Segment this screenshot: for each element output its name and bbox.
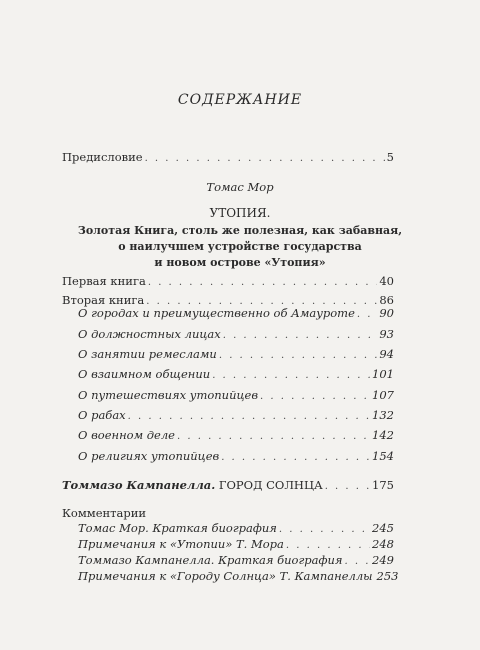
subtitle-line-2: о наилучшем устройстве государства [118, 240, 362, 253]
toc-entry-page: 107 [372, 388, 394, 402]
toc-entry-label: Комментарии [62, 506, 147, 520]
toc-entry-label: О религиях утопийцев [78, 449, 220, 463]
toc-entry-label: Томас Мор. Краткая биография [78, 521, 277, 535]
toc-entry-label: О должностных лицах [78, 327, 221, 341]
toc-entry-page: 101 [372, 367, 394, 381]
toc-entry-page: 86 [379, 293, 394, 307]
dot-leader [286, 538, 370, 553]
toc-chapter-4 [78, 367, 394, 383]
toc-chapter-6 [78, 408, 394, 424]
toc-chapter-7 [78, 428, 394, 444]
dot-leader [223, 328, 378, 343]
toc-entry-label: Примечания к «Утопии» Т. Мора [78, 537, 284, 551]
toc-entry-label: Вторая книга [62, 293, 145, 307]
toc-commentary-1 [78, 521, 394, 537]
campanella-author: Томмазо Кампанелла. [62, 478, 216, 492]
toc-commentary-2 [78, 537, 394, 553]
toc-entry-page: 154 [372, 449, 394, 463]
toc-entry-label: О занятии ремеслами [78, 347, 217, 361]
toc-entry-page: 253 [376, 569, 399, 583]
subtitle-line-3: и новом острове «Утопия» [154, 256, 326, 269]
author-more: Томас Мор [206, 180, 274, 194]
toc-entry-label [62, 478, 323, 493]
subtitle-line-1: Золотая Книга, столь же полезная, как забавная, [77, 224, 403, 237]
toc-entry-page: 249 [372, 553, 394, 567]
toc-entry-book-1 [62, 274, 394, 290]
dot-leader [325, 479, 370, 494]
toc-entry-page: 142 [372, 428, 394, 442]
toc-entry-label: О путешествиях утопийцев [78, 388, 259, 402]
toc-entry-label: О взаимном общении [78, 367, 211, 381]
toc-chapter-3 [78, 347, 394, 363]
toc-entry-label: Первая книга [62, 274, 146, 288]
dot-leader [148, 275, 378, 290]
toc-entry-label: О рабах [78, 408, 126, 422]
toc-entry-page: 132 [372, 408, 394, 422]
toc-entry-label: Томмазо Кампанелла. Краткая биография [78, 553, 343, 567]
toc-entry-campanella [62, 478, 394, 494]
dot-leader [221, 450, 370, 465]
toc-chapter-1 [78, 306, 394, 322]
toc-chapter-8 [78, 449, 394, 465]
toc-entry-page: 175 [372, 478, 394, 492]
dot-leader [212, 368, 370, 383]
toc-chapter-5 [78, 388, 394, 404]
toc-entry-label: Предисловие [62, 150, 143, 164]
toc-entry-label: О городах и преимущественно об Амауроте [78, 306, 355, 320]
toc-entry-label: О военном деле [78, 428, 175, 442]
work-title-utopia: УТОПИЯ. [209, 206, 271, 220]
toc-entry-page: 248 [372, 537, 394, 551]
dot-leader [260, 389, 370, 404]
dot-leader [128, 409, 370, 424]
dot-leader [145, 151, 385, 166]
toc-commentary-4 [78, 569, 399, 585]
toc-entry-page: 94 [379, 347, 394, 361]
toc-commentary-3 [78, 553, 394, 569]
toc-entry-commentary [62, 506, 394, 521]
toc-chapter-2 [78, 327, 394, 343]
dot-leader [219, 348, 378, 363]
toc-entry-page: 5 [386, 150, 394, 164]
toc-heading: СОДЕРЖАНИЕ [177, 92, 303, 108]
campanella-title: ГОРОД СОЛНЦА [218, 478, 323, 492]
toc-entry-label: Примечания к «Городу Солнца» Т. Кампанеллы [78, 569, 373, 583]
dot-leader [357, 307, 377, 322]
toc-entry-page: 90 [379, 306, 394, 320]
toc-entry-page: 93 [379, 327, 394, 341]
dot-leader [279, 522, 370, 537]
toc-entry-page: 40 [379, 274, 394, 288]
dot-leader [177, 429, 370, 444]
toc-entry-preface [62, 150, 394, 166]
toc-entry-page: 245 [372, 521, 394, 535]
dot-leader [345, 554, 371, 569]
